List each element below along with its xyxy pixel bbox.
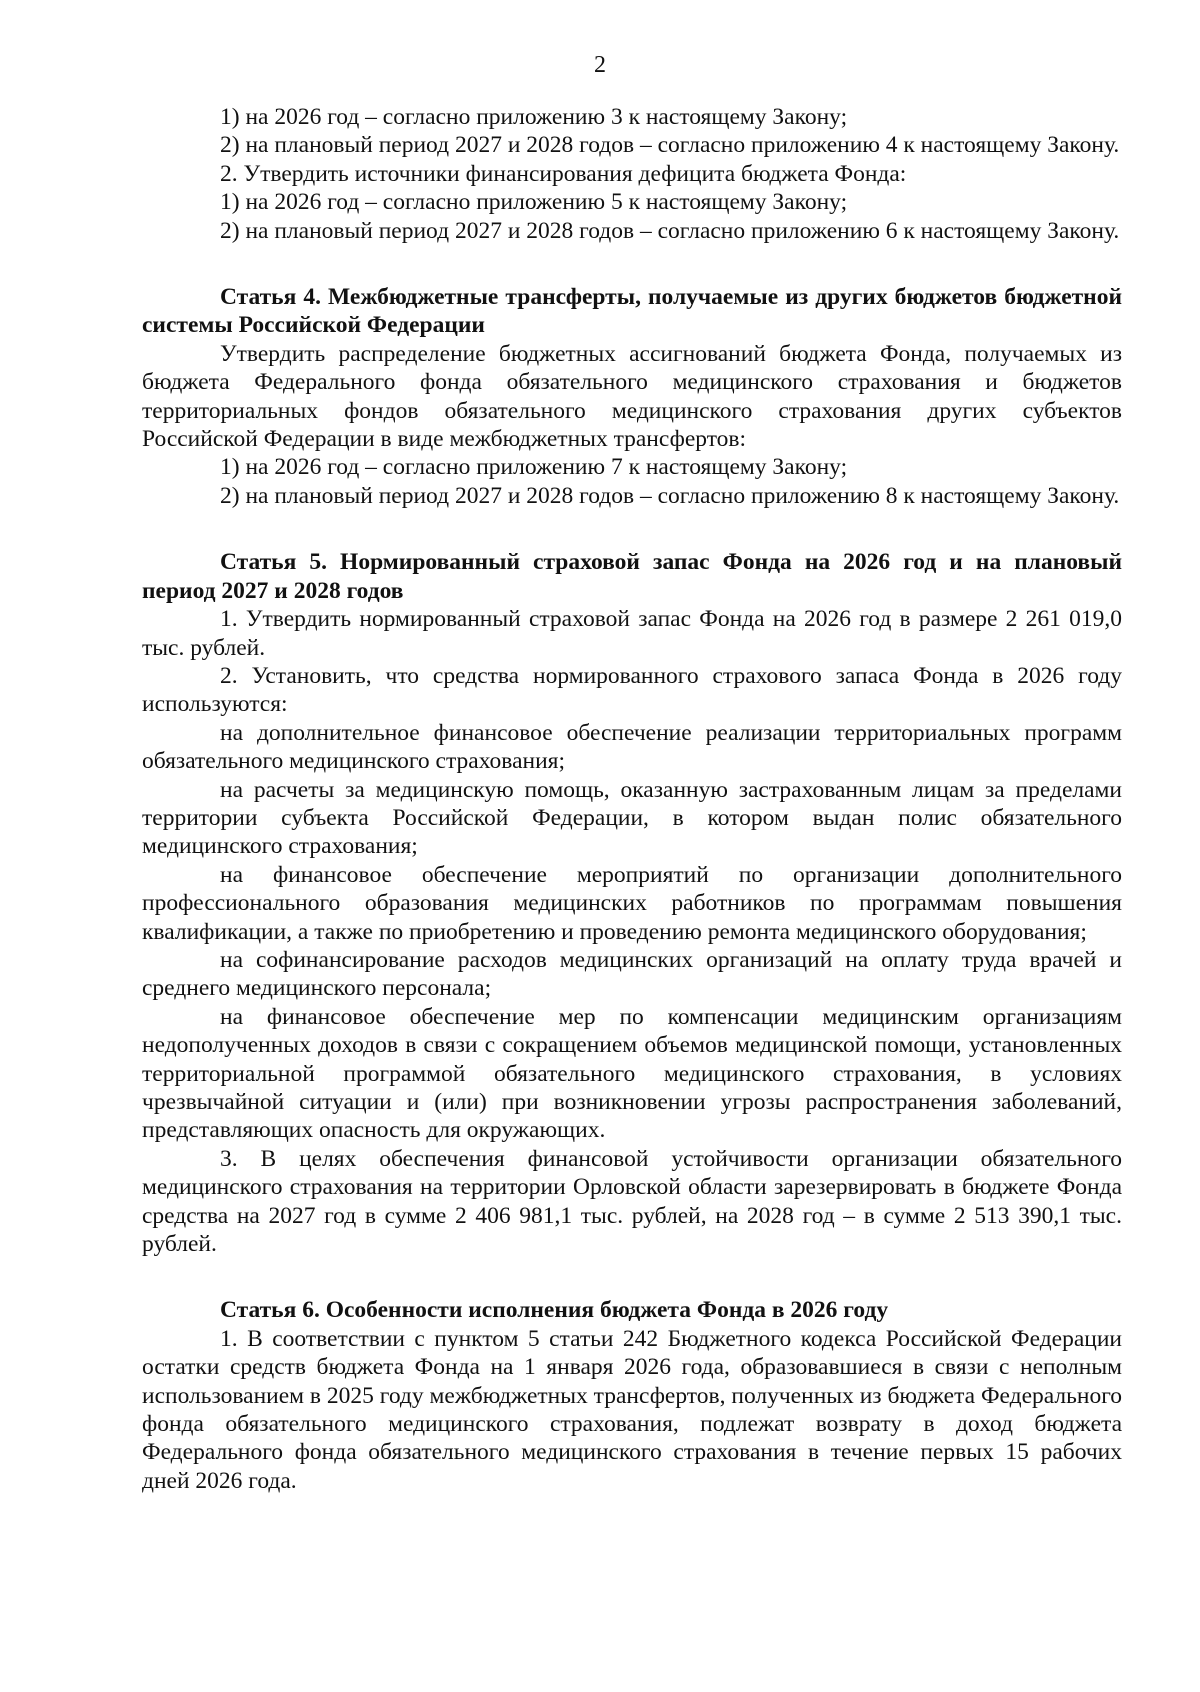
article-5-heading: Статья 5. Нормированный страховой запас Фонда на 2026 год и на плановый период 2027 и 2028 годов: [142, 549, 1122, 604]
document-body: [142, 103, 1122, 1495]
article-5-use-item: на софинансирование расходов медицинских организаций на оплату труда врачей и среднего медицинского персонала;: [142, 946, 1122, 1002]
article-5-use-item: на финансовое обеспечение мер по компенсации медицинским организациям недополученных доходов в связи с сокращением объемов медицинской помощи, установленных территориальной программой обязательного медицинского страхования, в условиях чрезвычайной ситуации и (или) при возникновении угрозы распространения заболеваний, представляющих опасность для окружающих.: [142, 1003, 1122, 1144]
article-6-paragraph: 1. В соответствии с пунктом 5 статьи 242 Бюджетного кодекса Российской Федерации остатки средств бюджета Фонда на 1 января 2026 года, образовавшиеся в связи с неполным использованием в 2025 году межбюджетных трансфертов, полученных из бюджета Федерального фонда обязательного медицинского страхования, подлежат возврату в доход бюджета Федерального фонда обязательного медицинского страхования в течение первых 15 рабочих дней 2026 года.: [142, 1325, 1122, 1494]
article-5-paragraph: 2. Установить, что средства нормированного страхового запаса Фонда в 2026 году используются:: [142, 662, 1122, 718]
intro-item-3: 2. Утвердить источники финансирования дефицита бюджета Фонда:: [220, 160, 907, 187]
article-5-use-item: на дополнительное финансовое обеспечение реализации территориальных программ обязательного медицинского страхования;: [142, 719, 1122, 775]
intro-item-1: 1) на 2026 год – согласно приложению 3 к настоящему Закону;: [220, 104, 848, 130]
article-5-paragraph: 1. Утвердить нормированный страховой запас Фонда на 2026 год в размере 2 261 019,0 тыс. рублей.: [142, 606, 1122, 661]
article-4-paragraph: 2) на плановый период 2027 и 2028 годов – согласно приложению 8 к настоящему Закону.: [220, 482, 1120, 509]
article-5-use-item: на расчеты за медицинскую помощь, оказанную застрахованным лицам за пределами территории субъекта Российской Федерации, в котором выдан полис обязательного медицинского страхования;: [142, 776, 1122, 860]
article-6-heading: Статья 6. Особенности исполнения бюджета Фонда в 2026 году: [220, 1297, 889, 1324]
article-4-heading: Статья 4. Межбюджетные трансферты, получаемые из других бюджетов бюджетной системы Российской Федерации: [142, 284, 1122, 339]
page-number: 2: [594, 52, 606, 78]
intro-item-2: 2) на плановый период 2027 и 2028 годов – согласно приложению 4 к настоящему Закону.: [220, 132, 1120, 159]
article-4-paragraph: 1) на 2026 год – согласно приложению 7 к настоящему Закону;: [220, 454, 848, 481]
article-5-paragraph: 3. В целях обеспечения финансовой устойчивости организации обязательного медицинского страхования на территории Орловской области зарезервировать в бюджете Фонда средства на 2027 год в сумме 2 406 981,1 тыс. рублей, на 2028 год – в сумме 2 513 390,1 тыс. рублей.: [142, 1145, 1122, 1258]
intro-item-4: 1) на 2026 год – согласно приложению 5 к настоящему Закону;: [220, 189, 848, 216]
article-4-paragraph: Утвердить распределение бюджетных ассигнований бюджета Фонда, получаемых из бюджета Федерального фонда обязательного медицинского страхования и бюджетов территориальных фондов обязательного медицинского страхования других субъектов Российской Федерации в виде межбюджетных трансфертов:: [142, 340, 1122, 453]
intro-item-5: 2) на плановый период 2027 и 2028 годов – согласно приложению 6 к настоящему Закону.: [220, 217, 1120, 244]
article-5-use-item: на финансовое обеспечение мероприятий по организации дополнительного профессионального образования медицинских работников по программам повышения квалификации, а также по приобретению и проведению ремонта медицинского оборудования;: [142, 861, 1122, 945]
